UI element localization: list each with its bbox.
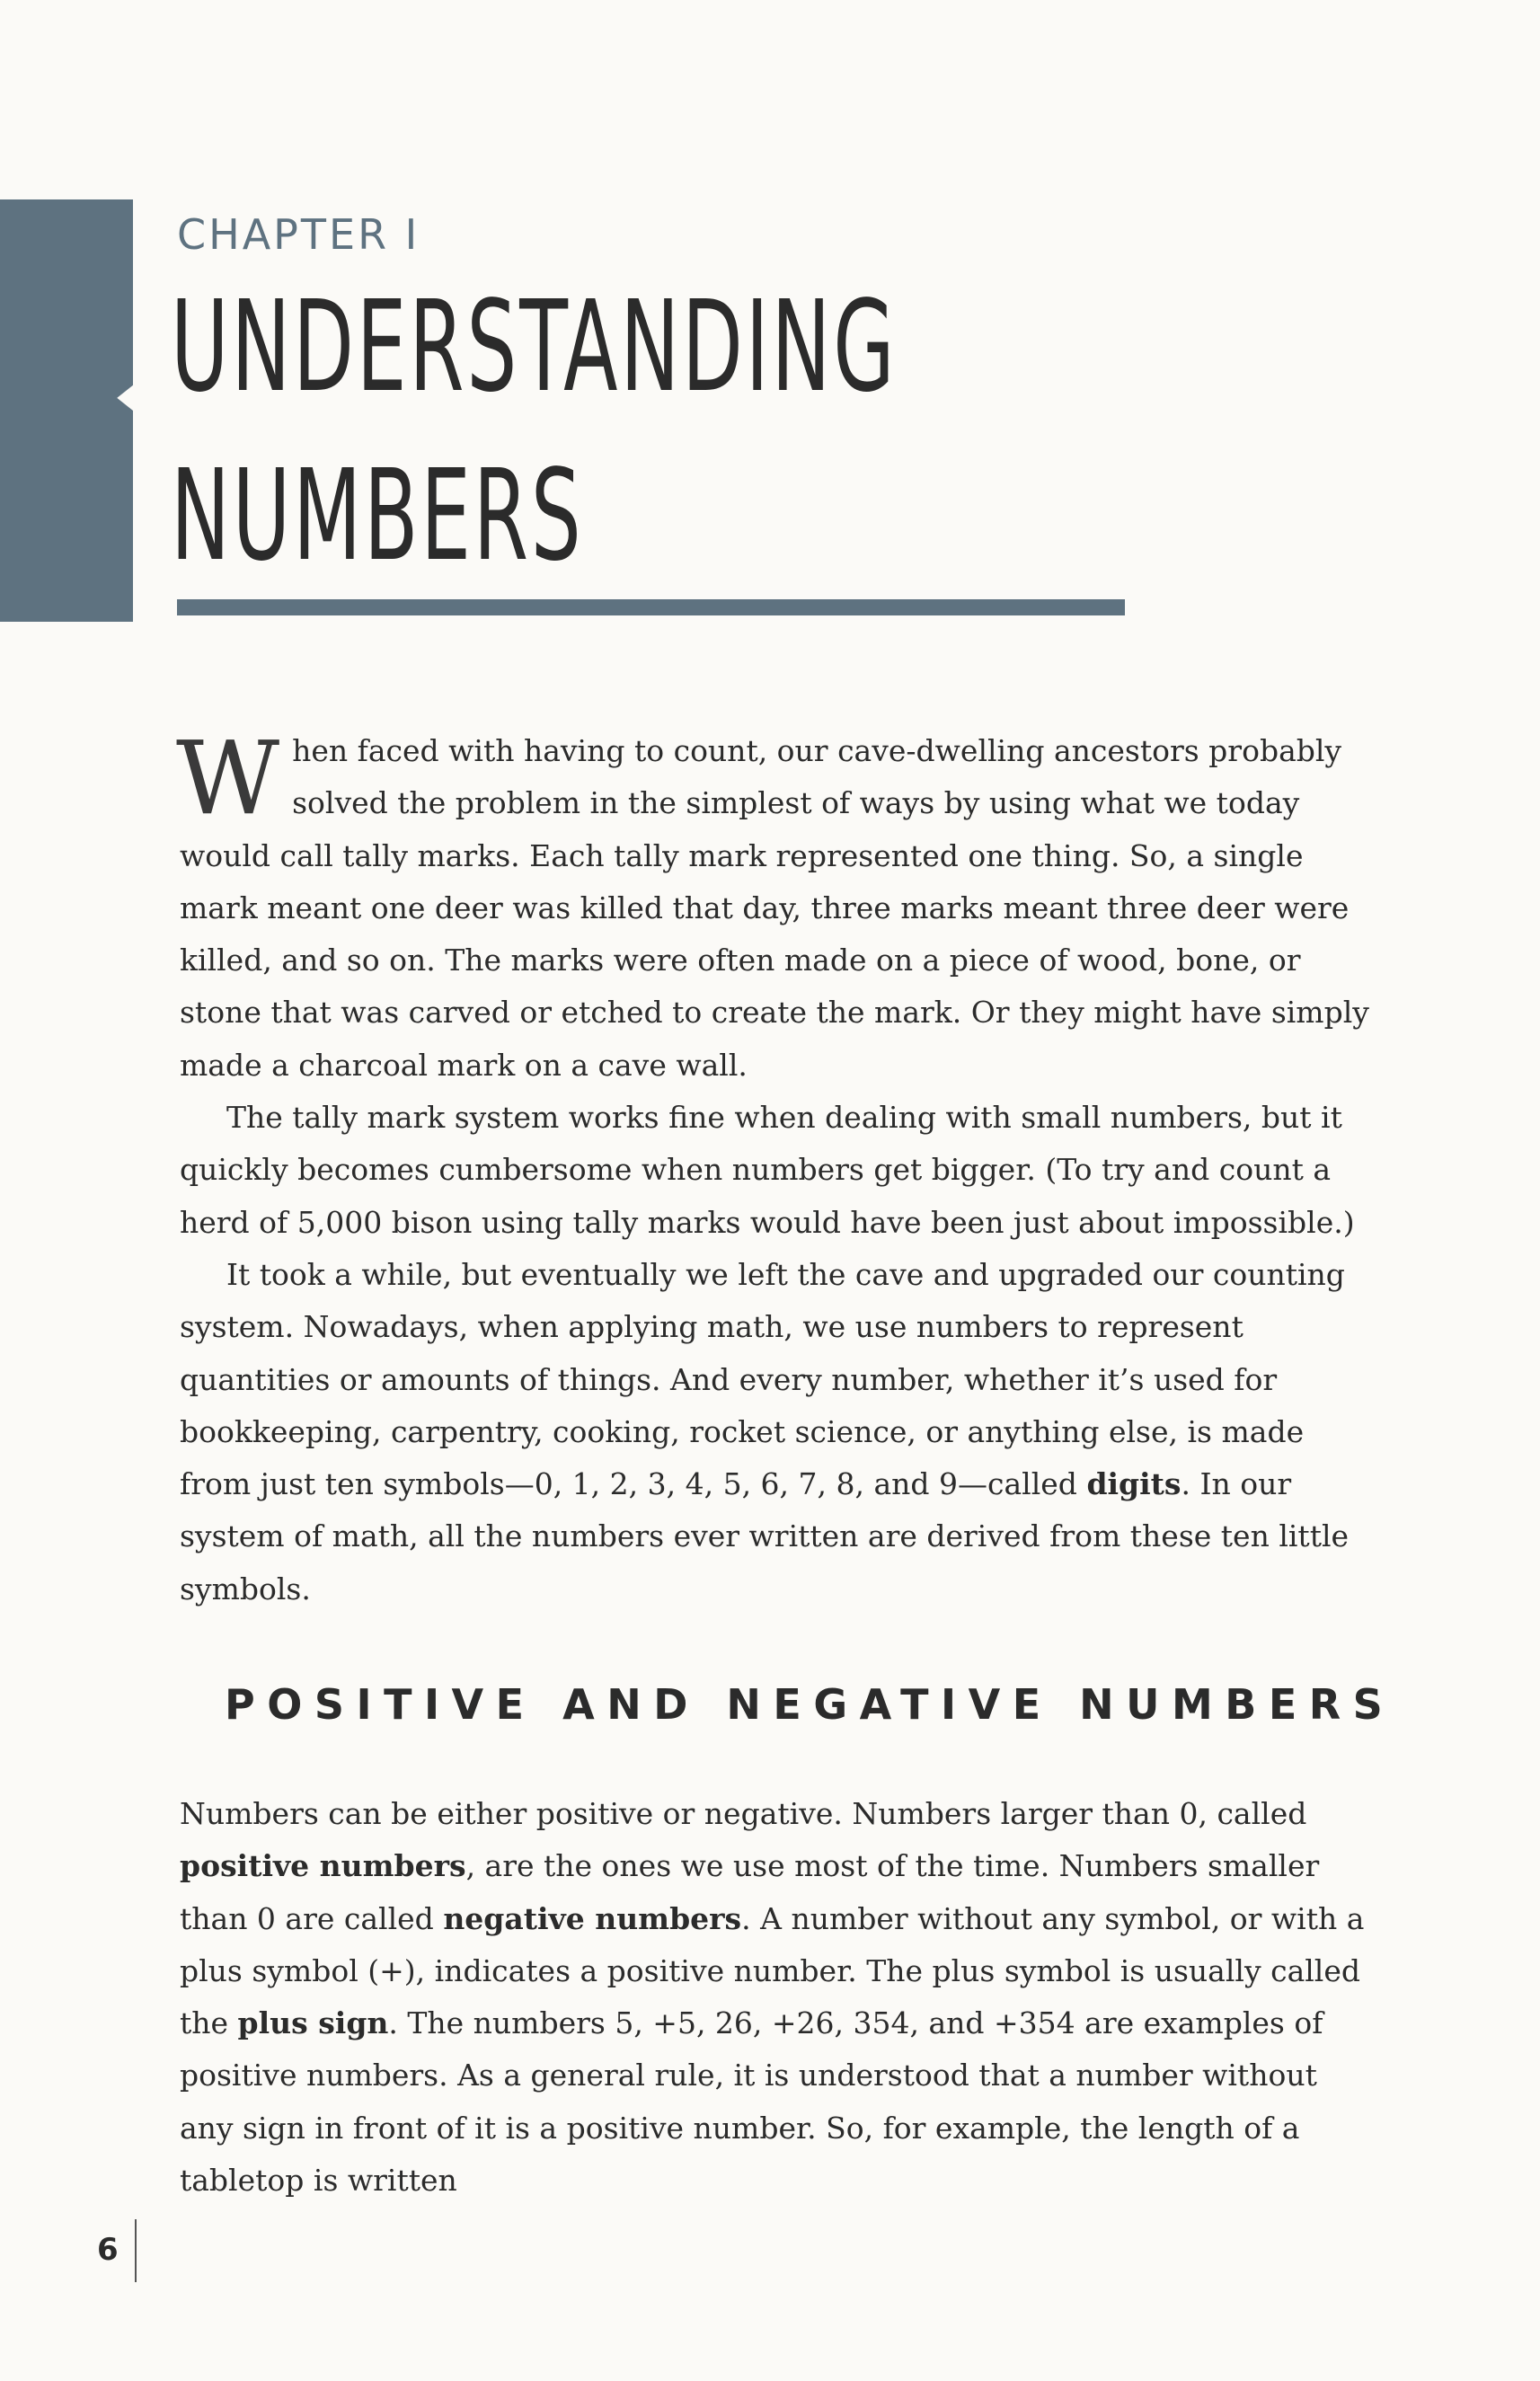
term-digits: digits [1086, 1466, 1182, 1502]
term-positive-numbers: positive numbers [180, 1848, 466, 1884]
chapter-label: CHAPTER I [177, 210, 420, 259]
section-paragraph-1 [180, 1788, 1375, 2207]
intro-paragraph-3-text-a: It took a while, but eventually we left the cave and upgraded our counting system. Nowadays, when applying math, we use numbers to represent quantities or amounts of things. And every number, whether it’s used for bookkeeping, carpentry, cooking, rocket science, or anything else, is made from just ten symbols—0, 1, 2, 3, 4, 5, 6, 7, 8, and 9—called [180, 1256, 1345, 1502]
term-negative-numbers: negative numbers [443, 1900, 742, 1936]
chapter-side-tab [0, 199, 133, 622]
intro-paragraph-1 [176, 721, 1375, 1092]
chapter-title-line-1: UNDERSTANDING [171, 274, 898, 420]
title-underline-rule [177, 599, 1125, 615]
section-text-3: . A number without any symbol, or with a plus symbol (+), indicates a positive number. The plus symbol is usually called the [180, 1900, 1365, 2041]
drop-cap: W [176, 721, 280, 837]
intro-paragraph-3-text-b: . In our system of math, all the numbers ever written are derived from these ten little symbols. [180, 1466, 1350, 1607]
intro-paragraph-2: The tally mark system works fine when dealing with small numbers, but it quickly becomes cumbersome when numbers get bigger. (To try and count a herd of 5,000 bison using tally marks would have been just about impossible.) [180, 1100, 1355, 1240]
intro-paragraph-3 [180, 1249, 1375, 1615]
intro-paragraph-1-text: hen faced with having to count, our cave-dwelling ancestors probably solved the problem in the simplest of ways by using what we today would call tally marks. Each tally mark represented one thing. So, a single mark meant one deer was killed that day, three marks meant three deer were killed, and so on. The marks were often made on a piece of wood, bone, or stone that was carved or etched to create the mark. Or they might have simply made a charcoal mark on a cave wall. [180, 733, 1369, 1083]
page-number-rule [135, 2219, 137, 2282]
chapter-title-line-2: NUMBERS [171, 443, 584, 589]
section-title: POSITIVE AND NEGATIVE NUMBERS [225, 1680, 1395, 1729]
intro-text [176, 721, 1375, 1615]
page-number: 6 [97, 2232, 119, 2268]
term-plus-sign: plus sign [237, 2005, 389, 2041]
section-heading [225, 1673, 1395, 1736]
section-text-4: . The numbers 5, +5, 26, +26, 354, and +354 are examples of positive numbers. As a general rule, it is understood that a number without any sign in front of it is a positive number. So, for example, the length of a tabletop is written [180, 2005, 1323, 2199]
section-text-1: Numbers can be either positive or negative. Numbers larger than 0, called [180, 1796, 1307, 1831]
section-text-2: , are the ones we use most of the time. Numbers smaller than 0 are called [180, 1848, 1320, 1936]
section-text [180, 1788, 1375, 2207]
